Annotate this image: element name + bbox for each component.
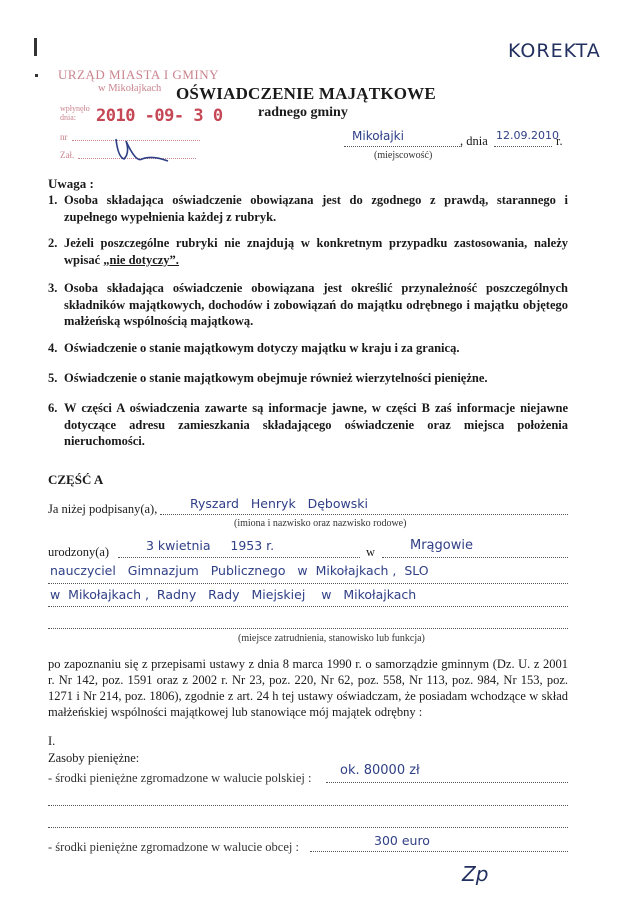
nr-label: nr [60, 132, 68, 142]
item-number: 5. [48, 371, 58, 385]
zal-label: Zał. [60, 150, 75, 160]
signed-label: Ja niżej podpisany(a), [48, 502, 158, 516]
job-caption: (miejsce zatrudnienia, stanowisko lub funkcja) [238, 633, 425, 644]
signed-handwritten: Ryszard Henryk Dębowski [190, 496, 368, 511]
office-stamp-name: URZĄD MIASTA I GMINY [58, 67, 219, 82]
margin-mark [34, 38, 37, 56]
received-label: wpłynęło dnia: [60, 104, 90, 122]
document-subtitle: radnego gminy [258, 105, 348, 120]
korekta-note: KOREKTA [508, 40, 601, 62]
section-heading: CZĘŚĆ A [48, 472, 104, 487]
uwaga-item [48, 280, 568, 332]
pln-handwritten: ok. 80000 zł [340, 763, 420, 778]
foreign-handwritten: 300 euro [374, 833, 430, 848]
job-field [48, 606, 568, 607]
uwaga-heading: Uwaga : [48, 176, 94, 191]
item-text: Osoba składająca oświadczenie obowiązana jest określić przynależność poszczególnych składników majątkowych, dochodów i zobowiązań do majątku odrębnego i majątku objętego małżeńską wspólnością majątkową. [64, 281, 568, 328]
item-number: 6. [48, 401, 58, 415]
item-number: 3. [48, 281, 58, 295]
uwaga-item [48, 370, 568, 388]
born-in-label: w [366, 545, 376, 559]
item-text: W części A oświadczenia zawarte są informacje jawne, w części B zaś informacje niejawne dotyczące adresu zamieszkania składającego oświadczenie oraz miejsca położenia nieruchomości. [64, 401, 568, 448]
place-field [344, 146, 462, 147]
born-place-field [382, 557, 568, 558]
blank-line [48, 805, 568, 806]
job-field [48, 628, 568, 629]
item-number: 1. [48, 193, 58, 207]
uwaga-item [48, 340, 568, 358]
initials-handwritten: Zp [462, 862, 489, 886]
uwaga-item [48, 192, 568, 228]
uwaga-item [48, 400, 568, 452]
received-date-stamp: 2010 -09- 3 0 [96, 106, 223, 126]
job-field [48, 583, 568, 584]
margin-mark [35, 74, 38, 77]
statement-text: po zapoznaniu się z przepisami ustawy z dnia 8 marca 1990 r. o samorządzie gminnym (Dz. U. z 2001 r. Nr 142, poz. 1591 oraz z 2002 r. Nr 23, poz. 220, Nr 62, poz. 558, Nr 113, poz. 984, Nr 153, poz. 1271 i Nr 214, poz. 1806), zgodnie z art. 24 h tej ustawy oświadczam, że posiadam wchodzące w skład małżeńskiej wspólności majątkowej lub stanowiące mój majątek odrębny : [48, 657, 568, 719]
item-text: Oświadczenie o stanie majątkowym dotyczy majątku w kraju i za granicą. [64, 341, 460, 355]
born-date-field [118, 557, 360, 558]
signed-caption: (imiona i nazwisko oraz nazwisko rodowe) [234, 518, 407, 529]
office-stamp-city: w Mikołajkach [98, 83, 162, 94]
document-title: OŚWIADCZENIE MAJĄTKOWE [176, 84, 436, 103]
place-handwritten: Mikołajki [352, 129, 404, 143]
born-date-handwritten: 3 kwietnia 1953 r. [146, 538, 275, 553]
item-quote: „nie dotyczy”. [103, 252, 179, 267]
date-field [494, 146, 552, 147]
item-text: Oświadczenie o stanie majątkowym obejmuje również wierzytelności pieniężne. [64, 371, 488, 385]
date-suffix: r. [556, 134, 563, 148]
born-place-handwritten: Mrągowie [410, 538, 473, 553]
job-handwritten: nauczyciel Gimnazjum Publicznego w Mikołajkach , SLO [50, 563, 429, 578]
pln-label: - środki pieniężne zgromadzone w walucie polskiej : [48, 771, 312, 785]
section-number: I. [48, 734, 56, 748]
foreign-field [310, 851, 568, 852]
item-text: Jeżeli poszczególne rubryki nie znajdują w konkretnym przypadku zastosowania, należy wpisać [64, 236, 568, 267]
uwaga-item [48, 235, 568, 271]
zasoby-label: Zasoby pieniężne: [48, 751, 140, 765]
job-handwritten: w Mikołajkach , Radny Rady Miejskiej w Mikołajkach [50, 587, 417, 602]
signed-field [160, 514, 568, 515]
date-handwritten: 12.09.2010 [496, 129, 559, 142]
blank-line [48, 827, 568, 828]
foreign-label: - środki pieniężne zgromadzone w walucie obcej : [48, 840, 299, 854]
pln-field [326, 782, 568, 783]
born-label: urodzony(a) [48, 545, 110, 559]
item-number: 4. [48, 341, 58, 355]
date-prefix: , dnia [460, 134, 488, 148]
item-number: 2. [48, 236, 58, 250]
item-text: Osoba składająca oświadczenie obowiązana jest do zgodnego z prawdą, starannego i zupełnego wypełnienia każdej z rubryk. [64, 193, 568, 224]
place-caption: (miejscowość) [374, 150, 433, 161]
signature-mark [112, 133, 172, 167]
